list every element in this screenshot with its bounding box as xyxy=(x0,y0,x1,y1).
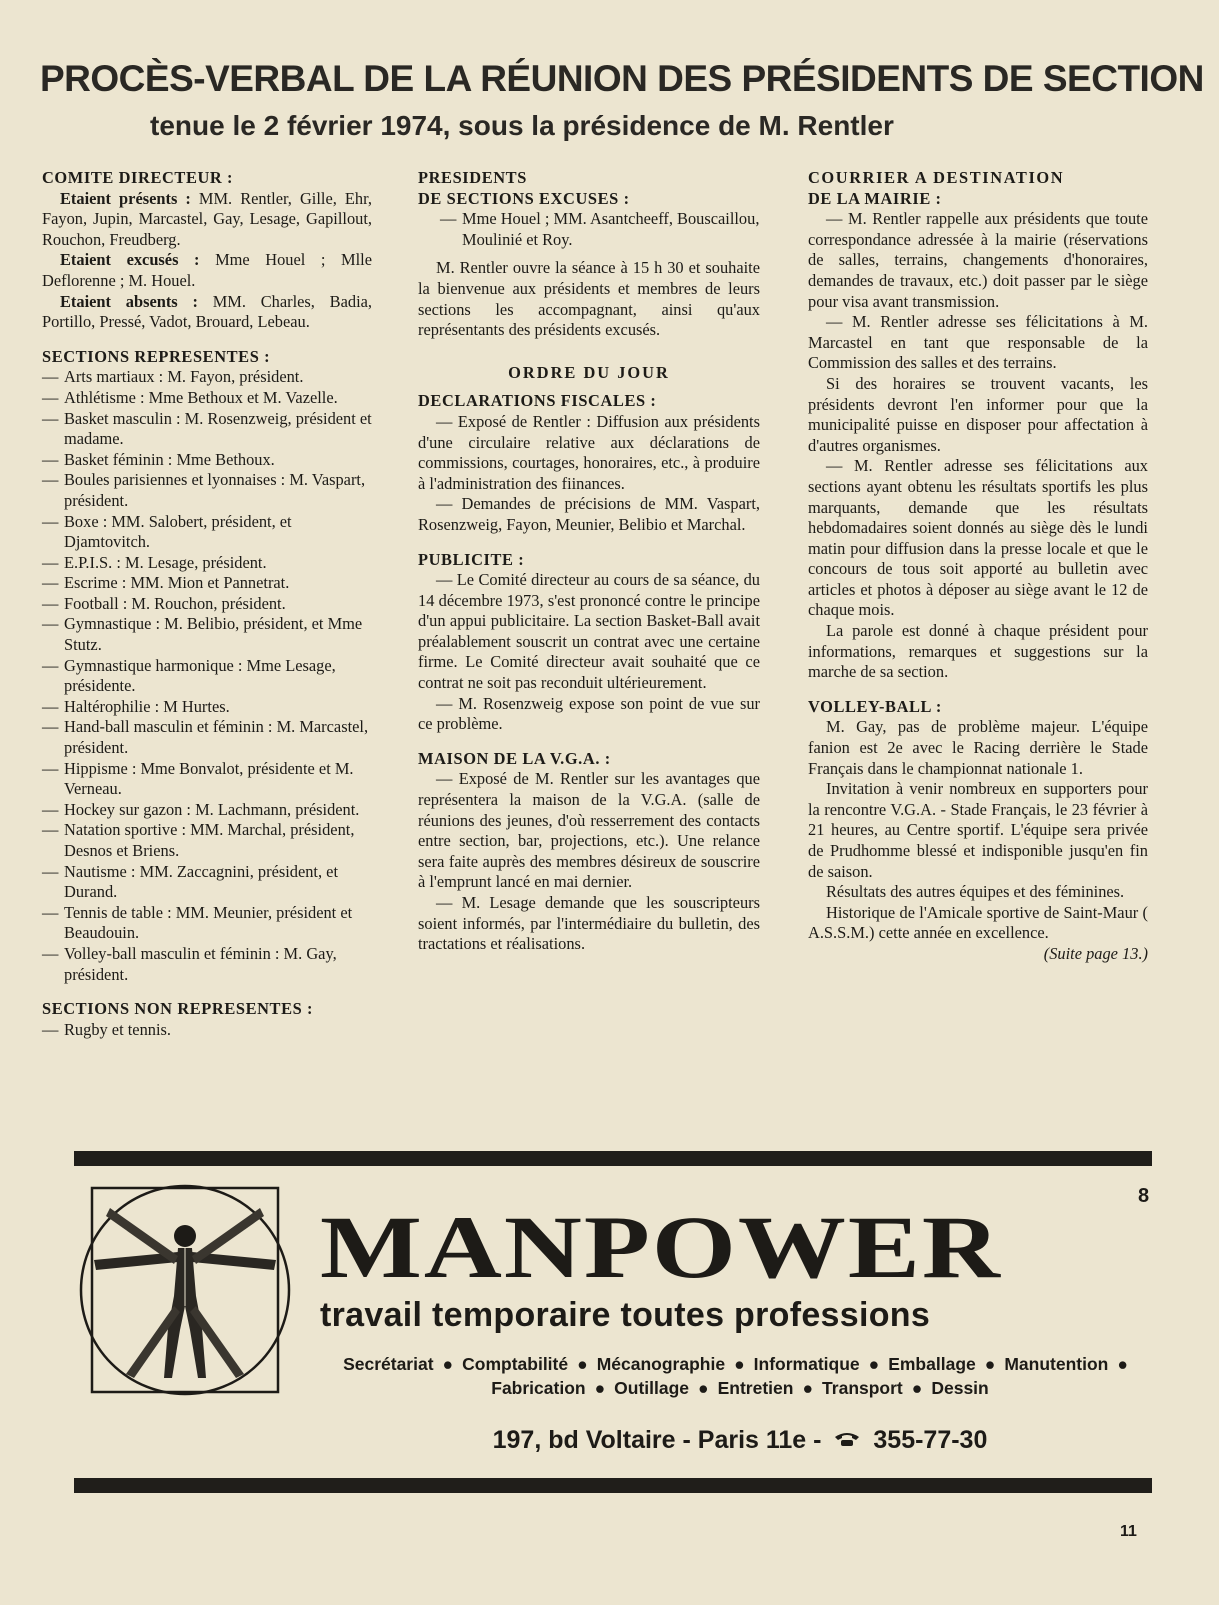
declarations-text: Exposé de Rentler : Diffusion aux présidents d'une circulaire relative aux déclarations de commissions, courtages, honoraires, etc., à produire à l'administration des fiinances. xyxy=(418,411,760,493)
list-item: — Nautisme : MM. Zaccagnini, président, et Durand. xyxy=(64,862,372,903)
page-subtitle: tenue le 2 février 1974, sous la présidence de M. Rentler xyxy=(150,110,894,141)
list-item: — Natation sportive : MM. Marchal, président, Desnos et Briens. xyxy=(64,820,372,861)
presents-text: MM. Rentler, Gille, Ehr, Fayon, Jupin, Marcastel, Gay, Lesage, Gapillout, Rouchon, Freudberg. xyxy=(42,188,372,249)
publicite-item: — Le Comité directeur au cours de sa séance, du 14 décembre 1973, s'est prononcé contre le principe d'un appui publicitaire. La section Basket-Ball avait préalablement souscrit un contrat avec une certaine firme. Le Comité directeur avait souhaité que ce contrat ne soit pas reconduit ultérieurement. xyxy=(418,570,760,693)
volley-paragraph: M. Gay, pas de problème majeur. L'équipe fanion est 2e avec le Racing derrière le Stade Français dans le championnat nationale 1. xyxy=(808,717,1148,778)
list-item: — Basket féminin : Mme Bethoux. xyxy=(64,450,372,471)
volley-paragraph: Résultats des autres équipes et des féminines. xyxy=(826,882,1125,902)
agenda-heading: ORDRE DU JOUR xyxy=(508,362,670,382)
continued-note: (Suite page 13.) xyxy=(1043,943,1148,963)
vitruvian-man-icon xyxy=(74,1178,296,1400)
address-text: 197, bd Voltaire - Paris 11e - xyxy=(492,1426,822,1454)
column-3 xyxy=(808,168,1148,965)
service-item: Fabrication xyxy=(491,1378,586,1398)
publicite-item: — M. Rosenzweig expose son point de vue sur ce problème. xyxy=(418,693,760,734)
publicite-heading: PUBLICITE : xyxy=(418,549,525,569)
declarations-item: — Demandes de précisions de MM. Vaspart, Rosenzweig, Fayon, Meunier, Belibio et Marchal. xyxy=(418,494,760,534)
intro-paragraph: M. Rentler ouvre la séance à 15 h 30 et souhaite la bienvenue aux présidents et membres de leurs sections les accompagnant, ainsi qu'aux représentants des présidents excusés. xyxy=(418,258,760,340)
phone-number: 355-77-30 xyxy=(873,1426,988,1454)
declarations-item: — Exposé de Rentler : Diffusion aux présidents d'une circulaire relative aux déclarations de commissions, courtages, honoraires, etc., à produire à l'administration des fiinances. xyxy=(418,411,760,493)
ad-top-rule xyxy=(74,1151,1152,1166)
courrier-paragraph: — M. Rentler adresse ses félicitations aux sections ayant obtenu les résultats sportifs les plus marquants, demande que les résultats hebdomadaires soient donnés au siège dès le lundi matin pour diffusion dans la presse locale et que le concours de tous soit apporté au bulletin avec articles et photos à déposer au siège avant le 12 de chaque mois. xyxy=(808,456,1148,620)
volley-paragraph xyxy=(808,902,1148,963)
presents-paragraph xyxy=(42,189,372,251)
courrier-heading-2: DE LA MAIRIE : xyxy=(808,188,942,208)
list-item: — Boules parisiennes et lyonnaises : M. Vaspart, président. xyxy=(64,470,372,511)
list-item: — Volley-ball masculin et féminin : M. Gay, président. xyxy=(64,944,372,985)
excuses-label: Etaient excusés : xyxy=(60,250,200,270)
list-item: — Haltérophilie : M Hurtes. xyxy=(64,697,372,718)
volley-heading: VOLLEY-BALL : xyxy=(808,696,942,716)
corner-mark: 8 xyxy=(1138,1185,1150,1207)
volley-paragraph: Invitation à venir nombreux en supporters pour la rencontre V.G.A. - Stade Français, le 23 février à 21 heures, au Centre sportif. L'équipe sera privée de Prudhomme blessé et indisponible jusqu'en fin de saison. xyxy=(808,779,1148,881)
contact-line xyxy=(310,1426,1170,1455)
brand-tagline: travail temporaire toutes professions xyxy=(320,1296,931,1334)
service-item: Transport xyxy=(822,1378,903,1398)
service-item: Comptabilité xyxy=(462,1354,569,1374)
declarations-text: Demandes de précisions de MM. Vaspart, Rosenzweig, Fayon, Meunier, Belibio et Marchal. xyxy=(418,494,760,534)
list-item: — Hippisme : Mme Bonvalot, présidente et M. Verneau. xyxy=(64,759,372,800)
excuses-paragraph xyxy=(42,250,372,291)
brand-name: MANPOWER xyxy=(320,1199,1002,1297)
maison-text: Exposé de M. Rentler sur les avantages que représentera la maison de la V.G.A. (salle de réunions des jeunes, d'où resserrement des contacts entre section, bar, projections, etc.). Une relance sera faite auprès des membres désireux de souscrire à l'emprunt lancé en mai dernier. xyxy=(418,769,760,892)
list-item: — Escrime : MM. Mion et Pannetrat. xyxy=(64,573,372,594)
manpower-advertisement xyxy=(74,1166,1152,1478)
list-item: — E.P.I.S. : M. Lesage, président. xyxy=(64,553,372,574)
list-item: — Boxe : MM. Salobert, président, et Djamtovitch. xyxy=(64,512,372,553)
list-item: — Mme Houel ; MM. Asantcheeff, Bouscaillou, Moulinié et Roy. xyxy=(462,209,760,250)
list-item: — Tennis de table : MM. Meunier, président et Beaudouin. xyxy=(64,903,372,944)
excuses-text: Mme Houel ; Mlle Deflorenne ; M. Houel. xyxy=(42,250,372,290)
list-item: — Hockey sur gazon : M. Lachmann, président. xyxy=(64,800,372,821)
courrier-paragraph: La parole est donné à chaque président pour informations, remarques et suggestions sur la marche de sa section. xyxy=(808,621,1148,682)
courrier-paragraph: Si des horaires se trouvent vacants, les présidents devront l'en informer pour que la municipalité puisse en disposer pour affectation à d'autres organismes. xyxy=(808,373,1148,455)
service-item: Outillage xyxy=(614,1378,690,1398)
service-item: Entretien xyxy=(717,1378,794,1398)
service-item: Secrétariat xyxy=(343,1354,434,1374)
absents-text: MM. Charles, Badia, Portillo, Pressé, Vadot, Brouard, Lebeau. xyxy=(42,291,372,332)
comite-heading: COMITE DIRECTEUR : xyxy=(42,168,234,187)
declarations-heading: DECLARATIONS FISCALES : xyxy=(418,391,657,411)
ad-bottom-rule xyxy=(74,1478,1152,1493)
presidents-heading-2: DE SECTIONS EXCUSES : xyxy=(418,188,630,208)
non-represented-list xyxy=(42,1020,372,1041)
sections-list xyxy=(42,367,372,985)
maison-item: — M. Lesage demande que les souscripteurs soient informés, par l'intermédiaire du bulletin, des tractations et réalisations. xyxy=(418,893,760,954)
list-item: — Arts martiaux : M. Fayon, président. xyxy=(64,367,372,388)
courrier-paragraph: — M. Rentler rappelle aux présidents que toute correspondance adressée à la mairie (réservations de salles, terrains, changements d'honoraires, demandes de travaux, etc.) doit passer par le siège pour visa avant transmission. xyxy=(808,209,1148,311)
courrier-paragraph: — M. Rentler adresse ses félicitations à M. Marcastel en tant que responsable de la Commission des salles et des terrains. xyxy=(808,312,1148,373)
presidents-heading-1: PRESIDENTS xyxy=(418,168,527,187)
list-item: — Athlétisme : Mme Bethoux et M. Vazelle. xyxy=(64,388,372,409)
page-number: 11 xyxy=(1120,1523,1137,1540)
telephone-icon xyxy=(834,1431,860,1447)
service-item: Mécanographie xyxy=(596,1354,726,1374)
page-title: PROCÈS-VERBAL DE LA RÉUNION DES PRÉSIDENTS DE SECTION xyxy=(40,58,1204,99)
service-item: Manutention xyxy=(1004,1354,1109,1374)
services-line-1: Secrétariat ● Comptabilité ● Mécanographie ● Informatique ● Emballage ● Manutention ● xyxy=(343,1354,1128,1374)
column-1 xyxy=(42,168,372,1040)
service-item: Informatique xyxy=(753,1354,860,1374)
services-line-2: Fabrication ● Outillage ● Entretien ● Transport ● Dessin xyxy=(491,1378,989,1398)
presidents-list xyxy=(418,209,760,250)
service-item: Emballage xyxy=(888,1354,976,1374)
non-represented-heading: SECTIONS NON REPRESENTES : xyxy=(42,999,314,1019)
list-item: — Rugby et tennis. xyxy=(64,1020,372,1041)
list-item: — Basket masculin : M. Rosenzweig, président et madame. xyxy=(64,409,372,450)
list-item: — Gymnastique harmonique : Mme Lesage, présidente. xyxy=(64,656,372,697)
sections-heading: SECTIONS REPRESENTES : xyxy=(42,346,271,366)
publicite-text: M. Rosenzweig expose son point de vue sur ce problème. xyxy=(418,693,760,734)
list-item: — Hand-ball masculin et féminin : M. Marcastel, président. xyxy=(64,717,372,758)
absents-paragraph xyxy=(42,292,372,333)
presents-label: Etaient présents : xyxy=(60,188,191,208)
column-2 xyxy=(418,168,760,955)
absents-label: Etaient absents : xyxy=(60,291,198,311)
list-item: — Gymnastique : M. Belibio, président, et Mme Stutz. xyxy=(64,614,372,655)
maison-text: M. Lesage demande que les souscripteurs soient informés, par l'intermédiaire du bulletin, des tractations et réalisations. xyxy=(418,893,760,954)
maison-item: — Exposé de M. Rentler sur les avantages que représentera la maison de la V.G.A. (salle de réunions des jeunes, d'où resserrement des contacts entre section, bar, projections, etc.). Une relance sera faite auprès des membres désireux de souscrire à l'emprunt lancé en mai dernier. xyxy=(418,769,760,892)
publicite-text: Le Comité directeur au cours de sa séance, du 14 décembre 1973, s'est prononcé contre le principe d'un appui publicitaire. La section Basket-Ball avait préalablement souscrit un contrat avec une certaine firme. Le Comité directeur avait souhaité que ce contrat ne soit pas reconduit ultérieurement. xyxy=(418,570,760,693)
list-item: — Football : M. Rouchon, président. xyxy=(64,594,372,615)
service-item: Dessin xyxy=(931,1378,989,1398)
courrier-heading-1: COURRIER A DESTINATION xyxy=(808,168,1065,187)
volley-text: Historique de l'Amicale sportive de Saint-Maur ( A.S.S.M.) cette année en excellence. xyxy=(808,902,1148,943)
services-list xyxy=(310,1352,1170,1400)
maison-heading: MAISON DE LA V.G.A. : xyxy=(418,748,611,768)
